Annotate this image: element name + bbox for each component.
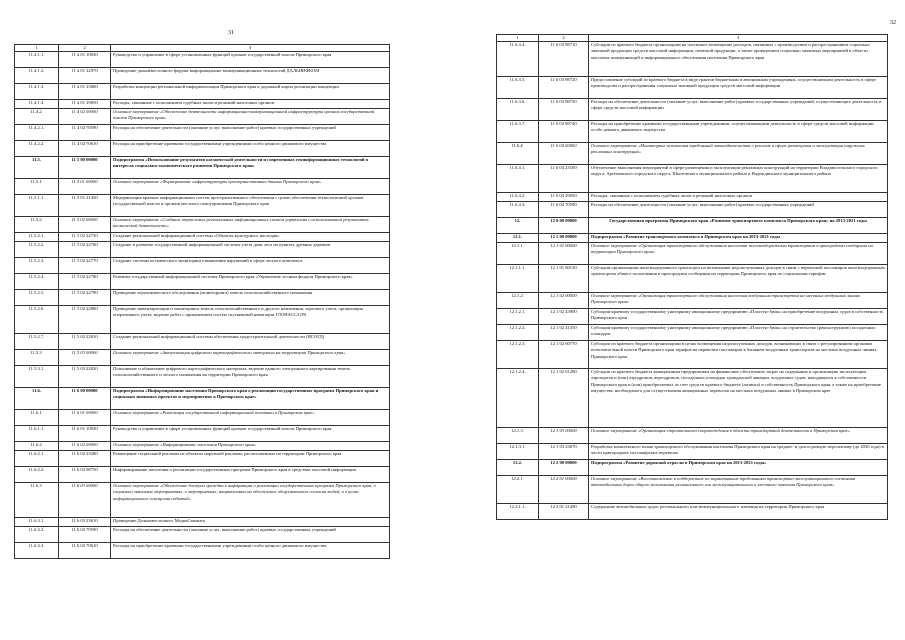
name-cell: Информирование населения о реализации государственных программ Приморского края в средствах массовой информации bbox=[111, 467, 390, 483]
table-row bbox=[15, 543, 390, 559]
code-cell: 11 6 02 00000 bbox=[59, 442, 111, 451]
row-number-cell: 11.6.3.4. bbox=[497, 42, 539, 77]
name-cell: Создание системы космического мониторинга выявления нарушений в сфере лесного комплекса bbox=[111, 258, 390, 274]
name-cell: Основное мероприятие «Организация транспортного обслуживания населения железнодорожным транспортом в пригородном сообщении на территории Приморского края» bbox=[589, 243, 888, 265]
name-cell: Проведение дальневосточного форума информационно-коммуникационных технологий ДАЛЬНИФКОМ bbox=[111, 68, 390, 84]
row-number-cell: 12.1.3. bbox=[497, 428, 539, 444]
table-row bbox=[497, 42, 888, 77]
table-row bbox=[15, 258, 390, 274]
table-row bbox=[497, 165, 888, 193]
page-number: 32 bbox=[890, 20, 896, 26]
table-row bbox=[15, 233, 390, 242]
table-row bbox=[497, 504, 888, 520]
row-number-cell: 11.6.3.2. bbox=[15, 527, 59, 543]
code-cell: 11 5 01 21450 bbox=[59, 195, 111, 217]
name-cell: Основное мероприятие «Информирование населения Приморского края» bbox=[111, 442, 390, 451]
code-cell: 11 5 00 00000 bbox=[59, 157, 111, 179]
code-cell: 11 5 03 22820 bbox=[59, 366, 111, 388]
row-number-cell: 11.4.2.1. bbox=[15, 125, 59, 141]
table-row bbox=[497, 341, 888, 369]
row-number-cell: 11.5.2.3. bbox=[15, 258, 59, 274]
name-cell: Основное мероприятие «Обеспечение деятельности информационно-коммуникационной инфраструктуры органов государственной власти Приморского края» bbox=[111, 109, 390, 125]
name-cell: Создание региональной информационной системы обеспечения градостроительной деятельности (ИСОГД) bbox=[111, 334, 390, 350]
table-row bbox=[15, 410, 390, 426]
row-number-cell: 11.6.4.2. bbox=[497, 193, 539, 202]
code-cell: 12 1 03 23070 bbox=[539, 444, 589, 460]
row-number-cell: 11.6.4.1. bbox=[497, 165, 539, 193]
name-cell: Подпрограмма «Развитие дорожной отрасли в Приморском крае на 2013-2021 годы» bbox=[589, 460, 888, 476]
row-number-cell: 12. bbox=[497, 218, 539, 234]
name-cell: Проведение Дальневосточного МедиаСаммита bbox=[111, 518, 390, 527]
table-row bbox=[15, 290, 390, 306]
row-number-cell: 11.6.3.5. bbox=[497, 77, 539, 99]
code-cell: 11 6 01 00000 bbox=[59, 410, 111, 426]
row-number-cell: 11.4.2.2. bbox=[15, 141, 59, 157]
row-number-cell: 11.4.1.2. bbox=[15, 68, 59, 84]
row-number-cell: 11.5.3. bbox=[15, 350, 59, 366]
row-number-cell: 12.1.2. bbox=[497, 293, 539, 309]
name-cell: Субсидии организациям железнодорожного транспорта на возмещение недополученных доходов в связи с перевозкой пассажиров железнодорожным транспортом общего пользования в пригородном сообщении на территории Приморского края по социальным тарифам bbox=[589, 265, 888, 293]
name-cell: Расходы на обеспечение деятельности (оказание услуг, выполнение работ) краевых государственных учреждений bbox=[111, 125, 390, 141]
table-row bbox=[15, 52, 390, 68]
code-cell: 12 2 01 21490 bbox=[539, 504, 589, 520]
code-cell: 11 5 02 22780 bbox=[59, 274, 111, 290]
row-number-cell: 11.6.2.1. bbox=[15, 451, 59, 467]
name-cell: Расходы на приобретение краевыми государственными учреждениями, осуществляющими деятельность в сфере средств массовой информации, особо ценного движимого имущества bbox=[589, 121, 888, 143]
code-cell: 11 6 04 70590 bbox=[539, 202, 589, 218]
table-row bbox=[15, 274, 390, 290]
code-cell: 11 4 02 70590 bbox=[59, 125, 111, 141]
row-number-cell: 12.2. bbox=[497, 460, 539, 476]
table-row bbox=[15, 467, 390, 483]
row-number-cell: 12.1.2.3. bbox=[497, 341, 539, 369]
table-row bbox=[497, 193, 888, 202]
table-row bbox=[497, 243, 888, 265]
row-number-cell: 11.4.1.1. bbox=[15, 52, 59, 68]
code-cell: 11 6 03 70610 bbox=[59, 543, 111, 559]
header-cell: 1 bbox=[15, 45, 59, 52]
table-row bbox=[497, 444, 888, 460]
table-row bbox=[497, 202, 888, 218]
code-cell: 11 4 01 23060 bbox=[59, 84, 111, 100]
code-cell: 11 6 02 23280 bbox=[59, 451, 111, 467]
name-cell: Проведение инвентаризации и мониторинга земель сельскохозяйственного и другого назначения, торгового учета, организация оперативного учета, ведение работ с применением систем спутниковой навигации ГЛОНАСС/GPS bbox=[111, 306, 390, 334]
name-cell: Создание региональной информационной системы «Объекты культурного наследия» bbox=[111, 233, 390, 242]
code-cell: 11 6 03 98730 bbox=[539, 99, 589, 121]
name-cell: Предоставление субсидий из краевого бюджета в виде грантов бюджетным и автономным учреждениям, осуществляющим деятельность в сфере производства и распространения социально значимой продукции средств массовой информации bbox=[589, 77, 888, 99]
code-cell: 12 2 01 00000 bbox=[539, 476, 589, 504]
name-cell: Основное мероприятие «Восстановление и поддержание по нормативным требованиям транспортно-эксплуатационного состояния автомобильных дорог общего пользования регионального или межмуниципального и местного значения Приморского края» bbox=[589, 476, 888, 504]
table-row bbox=[497, 476, 888, 504]
code-cell: 11 6 03 98710 bbox=[539, 42, 589, 77]
name-cell: Руководство и управление в сфере установленных функций органов государственной власти Приморского края bbox=[111, 426, 390, 442]
row-number-cell: 11.5.2.1. bbox=[15, 233, 59, 242]
name-cell: Основное мероприятие «Организация транспортного обслуживания населения воздушным транспортом на местных воздушных линиях Приморского края» bbox=[589, 293, 888, 309]
page-number: 31 bbox=[228, 30, 234, 36]
name-cell: Субсидии краевому государственному унитарному авиационному предприятию «Пластун-Авиа» на строительство (реконструкцию) посадочных площадок bbox=[589, 325, 888, 341]
name-cell: Разработка концепции региональной информатизации Приморского края и дорожной карты реализации концепции bbox=[111, 84, 390, 100]
name-cell: Расходы, связанные с исполнением судебных актов и решений налоговых органов bbox=[589, 193, 888, 202]
row-number-cell: 11.6.4. bbox=[497, 143, 539, 165]
code-cell: 11 6 04 29050 bbox=[539, 193, 589, 202]
name-cell: Основное мероприятие «Актуализация цифрового картографического материала на территории Приморского края» bbox=[111, 350, 390, 366]
row-number-cell: 11.6.4.3. bbox=[497, 202, 539, 218]
code-cell: 11 6 04 00000 bbox=[539, 143, 589, 165]
code-cell: 11 4 02 00000 bbox=[59, 109, 111, 125]
header-cell: 2 bbox=[59, 45, 111, 52]
table-header-row bbox=[497, 35, 888, 42]
row-number-cell: 11.6.2.2. bbox=[15, 467, 59, 483]
row-number-cell: 11.4.2. bbox=[15, 109, 59, 125]
name-cell: Проведение агрохимического обследования (мониторинга) земель сельскохозяйственного назначения bbox=[111, 290, 390, 306]
table-row bbox=[497, 309, 888, 325]
table-header-row bbox=[15, 45, 390, 52]
row-number-cell: 12.2.1. bbox=[497, 476, 539, 504]
row-number-cell: 12.1.2.1. bbox=[497, 309, 539, 325]
name-cell: Развитие государственной информационной системы Приморского края «Управление лесным фондом Приморского края» bbox=[111, 274, 390, 290]
code-cell: 11 5 01 00000 bbox=[59, 179, 111, 195]
left-page bbox=[0, 0, 452, 640]
code-cell: 12 1 01 00000 bbox=[539, 243, 589, 265]
code-cell: 11 6 03 23610 bbox=[59, 518, 111, 527]
name-cell: Пополнение и обновление цифрового картографического материала, ведение единого электронного картирования земель сельскохозяйственного и лесного назначения на территории Приморского края bbox=[111, 366, 390, 388]
table-row bbox=[15, 527, 390, 543]
code-cell: 11 5 02 22760 bbox=[59, 242, 111, 258]
table-row bbox=[15, 388, 390, 410]
code-cell: 11 5 03 00000 bbox=[59, 350, 111, 366]
row-number-cell: 12.2.1.1. bbox=[497, 504, 539, 520]
row-number-cell: 11.5.2.5. bbox=[15, 290, 59, 306]
table-row bbox=[497, 428, 888, 444]
name-cell: Расходы на приобретение краевыми государственными учреждениями особо ценного движимого имущества bbox=[111, 543, 390, 559]
row-number-cell: 11.6.3.7. bbox=[497, 121, 539, 143]
name-cell: Расходы на обеспечение деятельности (оказание услуг, выполнение работ) краевых государственных учреждений, осуществляющих деятельность в сфере средств массовой информации bbox=[589, 99, 888, 121]
header-cell: 3 bbox=[589, 35, 888, 42]
row-number-cell: 11.6.1.1. bbox=[15, 426, 59, 442]
table-row bbox=[15, 84, 390, 100]
row-number-cell: 11.5.2.4. bbox=[15, 274, 59, 290]
name-cell: Содержание автомобильных дорог регионального или межмуниципального значения на территории Приморского края bbox=[589, 504, 888, 520]
name-cell: Основное мероприятие «Создание отраслевых региональных информационных систем управления с использованием результатов космической деятельности» bbox=[111, 217, 390, 233]
table-row bbox=[15, 451, 390, 467]
row-number-cell: 11.5.2. bbox=[15, 217, 59, 233]
name-cell: Подпрограмма «Развитие транспортного комплекса в Приморском крае на 2013-2021 годы bbox=[589, 234, 888, 243]
row-number-cell: 11.5.1. bbox=[15, 179, 59, 195]
code-cell: 11 6 03 98740 bbox=[539, 121, 589, 143]
row-number-cell: 12.1. bbox=[497, 234, 539, 243]
header-cell: 3 bbox=[111, 45, 390, 52]
name-cell: Расходы на приобретение краевыми государственными учреждениями особо ценного движимого имущества bbox=[111, 141, 390, 157]
name-cell: Субсидии из краевого бюджета авиационным предприятиям на финансовое обеспечение затрат на содержание и организацию эксплуатации аэропортов и (или) аэродромов, вертодромов, посадочных площадок гражданской авиации, воздушных судов, находящихся в собственности Приморского края и (или) приобретаемых за счет средств краевого бюджета (лизинга) в собственность Приморского края, а также на приобретение имущества, необходимого для осуществления авиационных перевозок на местных воздушных линиях в Приморском крае bbox=[589, 369, 888, 428]
code-cell: 12 1 03 00000 bbox=[539, 428, 589, 444]
right-page bbox=[452, 0, 905, 640]
table-row bbox=[15, 483, 390, 518]
code-cell: 12 2 00 00000 bbox=[539, 460, 589, 476]
table-row bbox=[15, 426, 390, 442]
name-cell: Подпрограмма «Использование результатов космической деятельности и современных геоинформационных технологий в интересах социально-экономического развития Приморского края» bbox=[111, 157, 390, 179]
table-row bbox=[497, 293, 888, 309]
name-cell: Основное мероприятие «Организация строительного сопровождения в области транспортной деятельности в Приморском крае» bbox=[589, 428, 888, 444]
name-cell: Обеспечение выполнения мероприятий в сфере размещения и эксплуатации рекламных конструкций на территории Владивостокского городского округа, Артемовского городского округа, Шкотовского муниципального района и Надеждинского муниципального района bbox=[589, 165, 888, 193]
row-number-cell: 11.6.3.1. bbox=[15, 518, 59, 527]
code-cell: 11 6 03 98720 bbox=[539, 77, 589, 99]
table-row bbox=[15, 109, 390, 125]
row-number-cell: 12.1.1. bbox=[497, 243, 539, 265]
code-cell: 11 6 04 23100 bbox=[539, 165, 589, 193]
table-row bbox=[15, 442, 390, 451]
table-row bbox=[15, 68, 390, 84]
name-cell: Подпрограмма «Информирование населения Приморского края о реализации государственных программ Приморского края и социально значимых проектах и мероприятиях в Приморском крае» bbox=[111, 388, 390, 410]
name-cell: Субсидии из краевого бюджета организациям на частичное возмещение расходов, связанных с производством и распространением социально значимой продукции средств массовой информации, печатной продукции, а также проведением социально значимых мероприятий в области массовых коммуникаций и информационного обеспечения населения Приморского края bbox=[589, 42, 888, 77]
row-number-cell: 11.4.1.4. bbox=[15, 100, 59, 109]
name-cell: Руководство и управление в сфере установленных функций органов государственной власти Приморского края bbox=[111, 52, 390, 68]
code-cell: 11 4 02 70610 bbox=[59, 141, 111, 157]
code-cell: 12 0 00 00000 bbox=[539, 218, 589, 234]
name-cell: Модернизация краевых информационных систем пространственного обеспечения с целью обеспечения технологичной органов государственной власти и органов местного самоуправления Приморского края bbox=[111, 195, 390, 217]
table-row bbox=[15, 141, 390, 157]
table-row bbox=[15, 125, 390, 141]
code-cell: 12 1 02 61280 bbox=[539, 369, 589, 428]
table-row bbox=[15, 157, 390, 179]
table-row bbox=[15, 334, 390, 350]
row-number-cell: 12.1.3.1. bbox=[497, 444, 539, 460]
header-cell: 2 bbox=[539, 35, 589, 42]
row-number-cell: 11.6.3. bbox=[15, 483, 59, 518]
table-row bbox=[497, 234, 888, 243]
table-row bbox=[15, 195, 390, 217]
table-row bbox=[15, 217, 390, 233]
code-cell: 11 5 02 22770 bbox=[59, 258, 111, 274]
table-row bbox=[15, 242, 390, 258]
row-number-cell: 11.5.1.1. bbox=[15, 195, 59, 217]
row-number-cell: 12.1.2.4. bbox=[497, 369, 539, 428]
table-row bbox=[15, 179, 390, 195]
code-cell: 11 6 03 70590 bbox=[59, 527, 111, 543]
row-number-cell: 12.1.2.2. bbox=[497, 325, 539, 341]
name-cell: Расходы, связанные с исполнением судебных актов и решений налоговых органов bbox=[111, 100, 390, 109]
code-cell: 12 1 02 60770 bbox=[539, 341, 589, 369]
code-cell: 11 5 02 00000 bbox=[59, 217, 111, 233]
name-cell: Разработка комплексного плана транспортного обслуживания населения Приморского края на среднее- и долгосрочную перспективу (до 2030 года) в части пригородных пассажирских перевозок bbox=[589, 444, 888, 460]
row-number-cell: 11.5.3.1. bbox=[15, 366, 59, 388]
table-row bbox=[15, 518, 390, 527]
table-row bbox=[497, 369, 888, 428]
row-number-cell: 11.5. bbox=[15, 157, 59, 179]
code-cell: 11 5 02 22810 bbox=[59, 334, 111, 350]
table-row bbox=[497, 460, 888, 476]
code-cell: 11 6 01 10030 bbox=[59, 426, 111, 442]
table-row bbox=[15, 100, 390, 109]
code-cell: 11 5 02 22790 bbox=[59, 290, 111, 306]
code-cell: 11 5 02 22750 bbox=[59, 233, 111, 242]
code-cell: 11 5 02 22800 bbox=[59, 306, 111, 334]
name-cell: Субсидии из краевого бюджета организациям в целях возмещения недополученных доходов, возникающих в связи с регулированием органами исполнительной власти Приморского края тарифов на перевозки пассажиров в ближнем воздушным транспортом на местных воздушных линиях Приморского края bbox=[589, 341, 888, 369]
budget-classification-table bbox=[14, 44, 390, 559]
name-cell: Субсидии краевому государственному унитарному авиационному предприятию «Пластун-Авиа» на приобретение воздушных судов в собственность Приморского края bbox=[589, 309, 888, 325]
row-number-cell: 11.6.3.6. bbox=[497, 99, 539, 121]
name-cell: Государственная программа Приморского края «Развитие транспортного комплекса Приморского края» на 2013-2021 годы bbox=[589, 218, 888, 234]
code-cell: 11 4 01 29050 bbox=[59, 100, 111, 109]
row-number-cell: 11.6.3.3. bbox=[15, 543, 59, 559]
name-cell: Основное мероприятие «Мониторинг исполнения требований законодательства о рекламе в сфере размещения и эксплуатации наружных рекламных конструкций» bbox=[589, 143, 888, 165]
code-cell: 11 6 00 00000 bbox=[59, 388, 111, 410]
header-cell: 1 bbox=[497, 35, 539, 42]
table-row bbox=[497, 143, 888, 165]
name-cell: Основное мероприятие «Формирование инфраструктуры пространственных данных Приморского края» bbox=[111, 179, 390, 195]
name-cell: Основное мероприятие «Реализация государственной информационной политики в Приморском крае» bbox=[111, 410, 390, 426]
row-number-cell: 11.5.2.6. bbox=[15, 306, 59, 334]
code-cell: 12 1 00 00000 bbox=[539, 234, 589, 243]
row-number-cell: 12.1.1.1. bbox=[497, 265, 539, 293]
row-number-cell: 11.6. bbox=[15, 388, 59, 410]
table-row bbox=[15, 350, 390, 366]
table-row bbox=[497, 77, 888, 99]
row-number-cell: 11.5.2.2. bbox=[15, 242, 59, 258]
code-cell: 12 1 02 43900 bbox=[539, 309, 589, 325]
name-cell: Расходы на обеспечение деятельности (оказание услуг, выполнение работ) краевых государственных учреждений bbox=[589, 202, 888, 218]
budget-classification-table bbox=[496, 34, 888, 520]
name-cell: Размещение социальной рекламы на объектах наружной рекламы, расположенных на территории Приморского края bbox=[111, 451, 390, 467]
table-row bbox=[497, 99, 888, 121]
code-cell: 12 1 02 41350 bbox=[539, 325, 589, 341]
row-number-cell: 11.6.2. bbox=[15, 442, 59, 451]
code-cell: 11 4 01 22970 bbox=[59, 68, 111, 84]
code-cell: 12 1 02 00000 bbox=[539, 293, 589, 309]
table-row bbox=[497, 265, 888, 293]
row-number-cell: 11.5.2.7. bbox=[15, 334, 59, 350]
table-row bbox=[497, 121, 888, 143]
name-cell: Расходы на обеспечение деятельности (оказание услуг, выполнение работ) краевых государственных учреждений bbox=[111, 527, 390, 543]
code-cell: 11 4 01 10030 bbox=[59, 52, 111, 68]
table-row bbox=[15, 366, 390, 388]
row-number-cell: 11.6.1. bbox=[15, 410, 59, 426]
table-row bbox=[497, 325, 888, 341]
code-cell: 11 6 02 98750 bbox=[59, 467, 111, 483]
name-cell: Основное мероприятие «Обеспечение доступа граждан к информации о реализации государственных программ Приморского края, о социально значимых мероприятиях, о мероприятиях, направленных на обеспечение общественного согласия людей, и в целях информационного освещения событий» bbox=[111, 483, 390, 518]
table-row bbox=[497, 218, 888, 234]
table-row bbox=[15, 306, 390, 334]
row-number-cell: 11.4.1.3. bbox=[15, 84, 59, 100]
code-cell: 11 6 03 00000 bbox=[59, 483, 111, 518]
code-cell: 12 1 01 60130 bbox=[539, 265, 589, 293]
name-cell: Создание и развитие государственной информационной системы учета дачи леса на пунктах древних деревьев bbox=[111, 242, 390, 258]
